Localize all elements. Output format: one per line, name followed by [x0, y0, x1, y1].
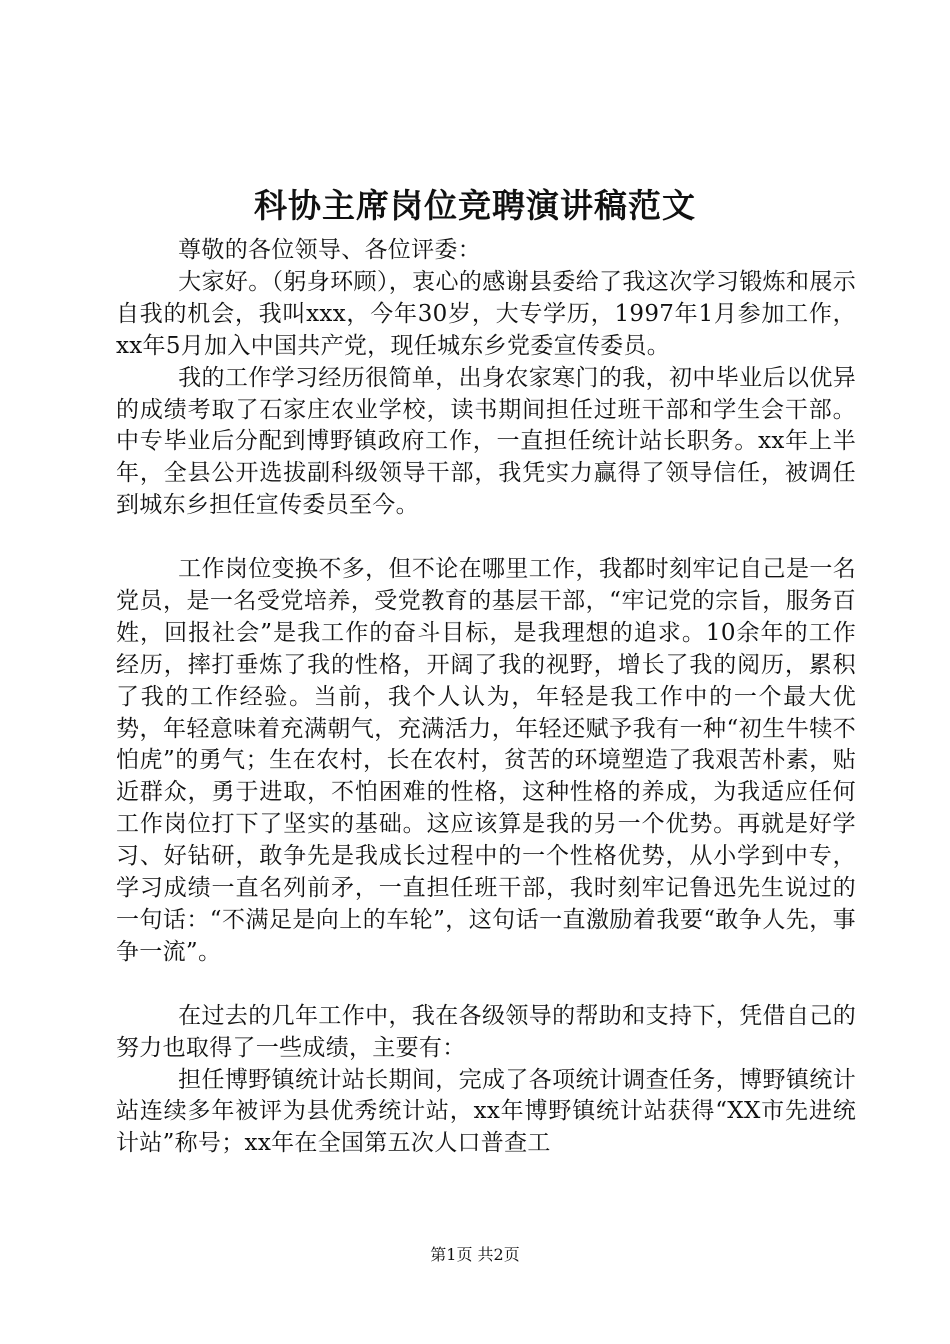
achievements-paragraph: 担任博野镇统计站长期间，完成了各项统计调查任务，博野镇统计站连续多年被评为县优秀统计站，xx年博野镇统计站获得“XX市先进统计站”称号；xx年在全国第五次人口普查工 [116, 1066, 856, 1157]
achievements-intro-paragraph: 在过去的几年工作中，我在各级领导的帮助和支持下，凭借自己的努力也取得了一些成绩，主要有： [116, 1002, 856, 1061]
experience-paragraph: 我的工作学习经历很简单，出身农家寒门的我，初中毕业后以优异的成绩考取了石家庄农业学校，读书期间担任过班干部和学生会干部。中专毕业后分配到博野镇政府工作，一直担任统计站长职务。xx年上半年，全县公开选拔副科级领导干部，我凭实力赢得了领导信任，被调任到城东乡担任宣传委员至今。 [116, 364, 856, 519]
salutation-paragraph: 尊敬的各位领导、各位评委： [178, 237, 481, 263]
strengths-paragraph: 工作岗位变换不多，但不论在哪里工作，我都时刻牢记自己是一名党员，是一名受党培养，受党教育的基层干部，“牢记党的宗旨，服务百姓，回报社会”是我工作的奋斗目标，是我理想的追求。10余年的工作经历，摔打垂炼了我的性格，开阔了我的视野，增长了我的阅历，累积了我的工作经验。当前，我个人认为，年轻是我工作中的一个最大优势，年轻意味着充满朝气，充满活力，年轻还赋予我有一种“初生牛犊不怕虎”的勇气；生在农村，长在农村，贫苦的环境塑造了我艰苦朴素，贴近群众，勇于进取，不怕困难的性格，这种性格的养成，为我适应任何工作岗位打下了坚实的基础。这应该算是我的另一个优势。再就是好学习、好钻研，敢争先是我成长过程中的一个性格优势，从小学到中专，学习成绩一直名列前矛，一直担任班干部，我时刻牢记鲁迅先生说过的一句话：“不满足是向上的车轮”，这句话一直激励着我要“敢争人先，事争一流”。 [116, 556, 856, 965]
document-title: 科协主席岗位竞聘演讲稿范文 [254, 186, 696, 225]
document-body [116, 235, 856, 1160]
greeting-paragraph: 大家好。（躬身环顾），衷心的感谢县委给了我这次学习锻炼和展示自我的机会，我叫xxx，今年30岁，大专学历，1997年1月参加工作，xx年5月加入中国共产党，现任城东乡党委宣传委员。 [116, 268, 856, 359]
page-number-footer: 第1页 共2页 [430, 1245, 520, 1264]
